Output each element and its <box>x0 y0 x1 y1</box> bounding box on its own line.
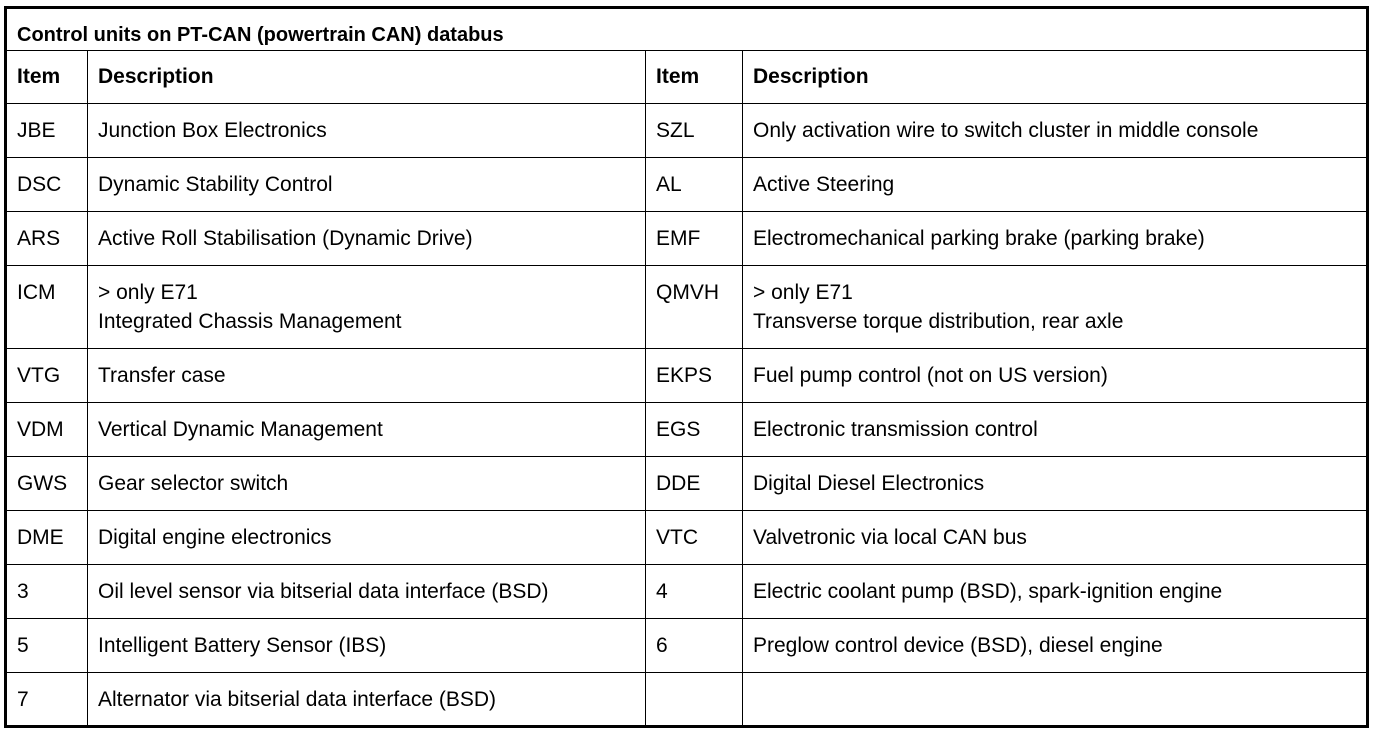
description-cell <box>88 565 646 619</box>
control-units-table <box>4 6 1369 728</box>
item-code-cell: SZL <box>646 104 743 158</box>
table-row <box>6 266 1368 349</box>
table-row <box>6 158 1368 212</box>
table-row <box>6 511 1368 565</box>
table-body <box>6 104 1368 727</box>
description-cell <box>743 511 1368 565</box>
description-cell <box>743 403 1368 457</box>
description-cell <box>88 349 646 403</box>
item-code-cell: AL <box>646 158 743 212</box>
item-code-cell: 5 <box>6 619 88 673</box>
item-code-cell: VTG <box>6 349 88 403</box>
item-code-cell: EMF <box>646 212 743 266</box>
table-row <box>6 565 1368 619</box>
description-line: Active Roll Stabilisation (Dynamic Drive) <box>98 227 473 250</box>
item-code-cell: ICM <box>6 266 88 349</box>
description-line: > only E71 <box>98 281 198 304</box>
description-cell <box>88 457 646 511</box>
description-line: Fuel pump control (not on US version) <box>753 364 1108 387</box>
description-cell <box>743 349 1368 403</box>
item-code-cell: QMVH <box>646 266 743 349</box>
item-code-cell: EGS <box>646 403 743 457</box>
item-code-cell: VDM <box>6 403 88 457</box>
description-cell <box>88 266 646 349</box>
item-code-cell: 7 <box>6 673 88 727</box>
table-row <box>6 104 1368 158</box>
item-code-cell: DDE <box>646 457 743 511</box>
description-cell <box>88 104 646 158</box>
description-line: Digital Diesel Electronics <box>753 472 985 495</box>
description-line: Integrated Chassis Management <box>98 310 402 333</box>
description-line: Electromechanical parking brake (parking brake) <box>753 227 1205 250</box>
description-cell <box>88 403 646 457</box>
description-line: Active Steering <box>753 173 895 196</box>
description-line: Gear selector switch <box>98 472 289 495</box>
description-cell <box>88 158 646 212</box>
item-code-cell: DSC <box>6 158 88 212</box>
description-cell <box>743 104 1368 158</box>
table-title: Control units on PT-CAN (powertrain CAN) databus <box>6 8 1368 51</box>
table-row <box>6 403 1368 457</box>
control-units-table-container <box>4 6 1366 728</box>
item-code-cell: ARS <box>6 212 88 266</box>
header-description-2: Description <box>743 51 1368 104</box>
item-code-cell: VTC <box>646 511 743 565</box>
item-code-cell: JBE <box>6 104 88 158</box>
description-line: Vertical Dynamic Management <box>98 418 383 441</box>
header-item-2: Item <box>646 51 743 104</box>
description-line: Transverse torque distribution, rear axle <box>753 310 1124 333</box>
item-code-cell: DME <box>6 511 88 565</box>
description-line: > only E71 <box>753 281 853 304</box>
description-line: Alternator via bitserial data interface (BSD) <box>98 688 497 711</box>
description-line: Oil level sensor via bitserial data interface (BSD) <box>98 580 549 603</box>
item-code-cell: 3 <box>6 565 88 619</box>
description-line: Valvetronic via local CAN bus <box>753 526 1027 549</box>
description-line: Only activation wire to switch cluster in middle console <box>753 119 1259 142</box>
description-line: Digital engine electronics <box>98 526 332 549</box>
header-description-1: Description <box>88 51 646 104</box>
item-code-cell: 4 <box>646 565 743 619</box>
table-row <box>6 673 1368 727</box>
description-line: Electronic transmission control <box>753 418 1038 441</box>
table-row <box>6 212 1368 266</box>
item-code-cell: EKPS <box>646 349 743 403</box>
description-line: Electric coolant pump (BSD), spark-ignition engine <box>753 580 1223 603</box>
description-line: Transfer case <box>98 364 226 387</box>
description-cell <box>743 457 1368 511</box>
description-cell <box>88 619 646 673</box>
description-cell <box>743 266 1368 349</box>
description-line: Dynamic Stability Control <box>98 173 333 196</box>
description-cell <box>88 511 646 565</box>
description-cell <box>743 158 1368 212</box>
description-line: Junction Box Electronics <box>98 119 327 142</box>
description-cell <box>743 673 1368 727</box>
item-code-cell: 6 <box>646 619 743 673</box>
table-row <box>6 457 1368 511</box>
description-cell <box>743 212 1368 266</box>
description-cell <box>88 673 646 727</box>
table-row <box>6 619 1368 673</box>
description-cell <box>743 619 1368 673</box>
description-cell <box>743 565 1368 619</box>
description-line: Intelligent Battery Sensor (IBS) <box>98 634 387 657</box>
description-line: Preglow control device (BSD), diesel engine <box>753 634 1163 657</box>
table-header-row <box>6 51 1368 104</box>
item-code-cell: GWS <box>6 457 88 511</box>
header-item-1: Item <box>6 51 88 104</box>
description-cell <box>88 212 646 266</box>
table-row <box>6 349 1368 403</box>
item-code-cell <box>646 673 743 727</box>
